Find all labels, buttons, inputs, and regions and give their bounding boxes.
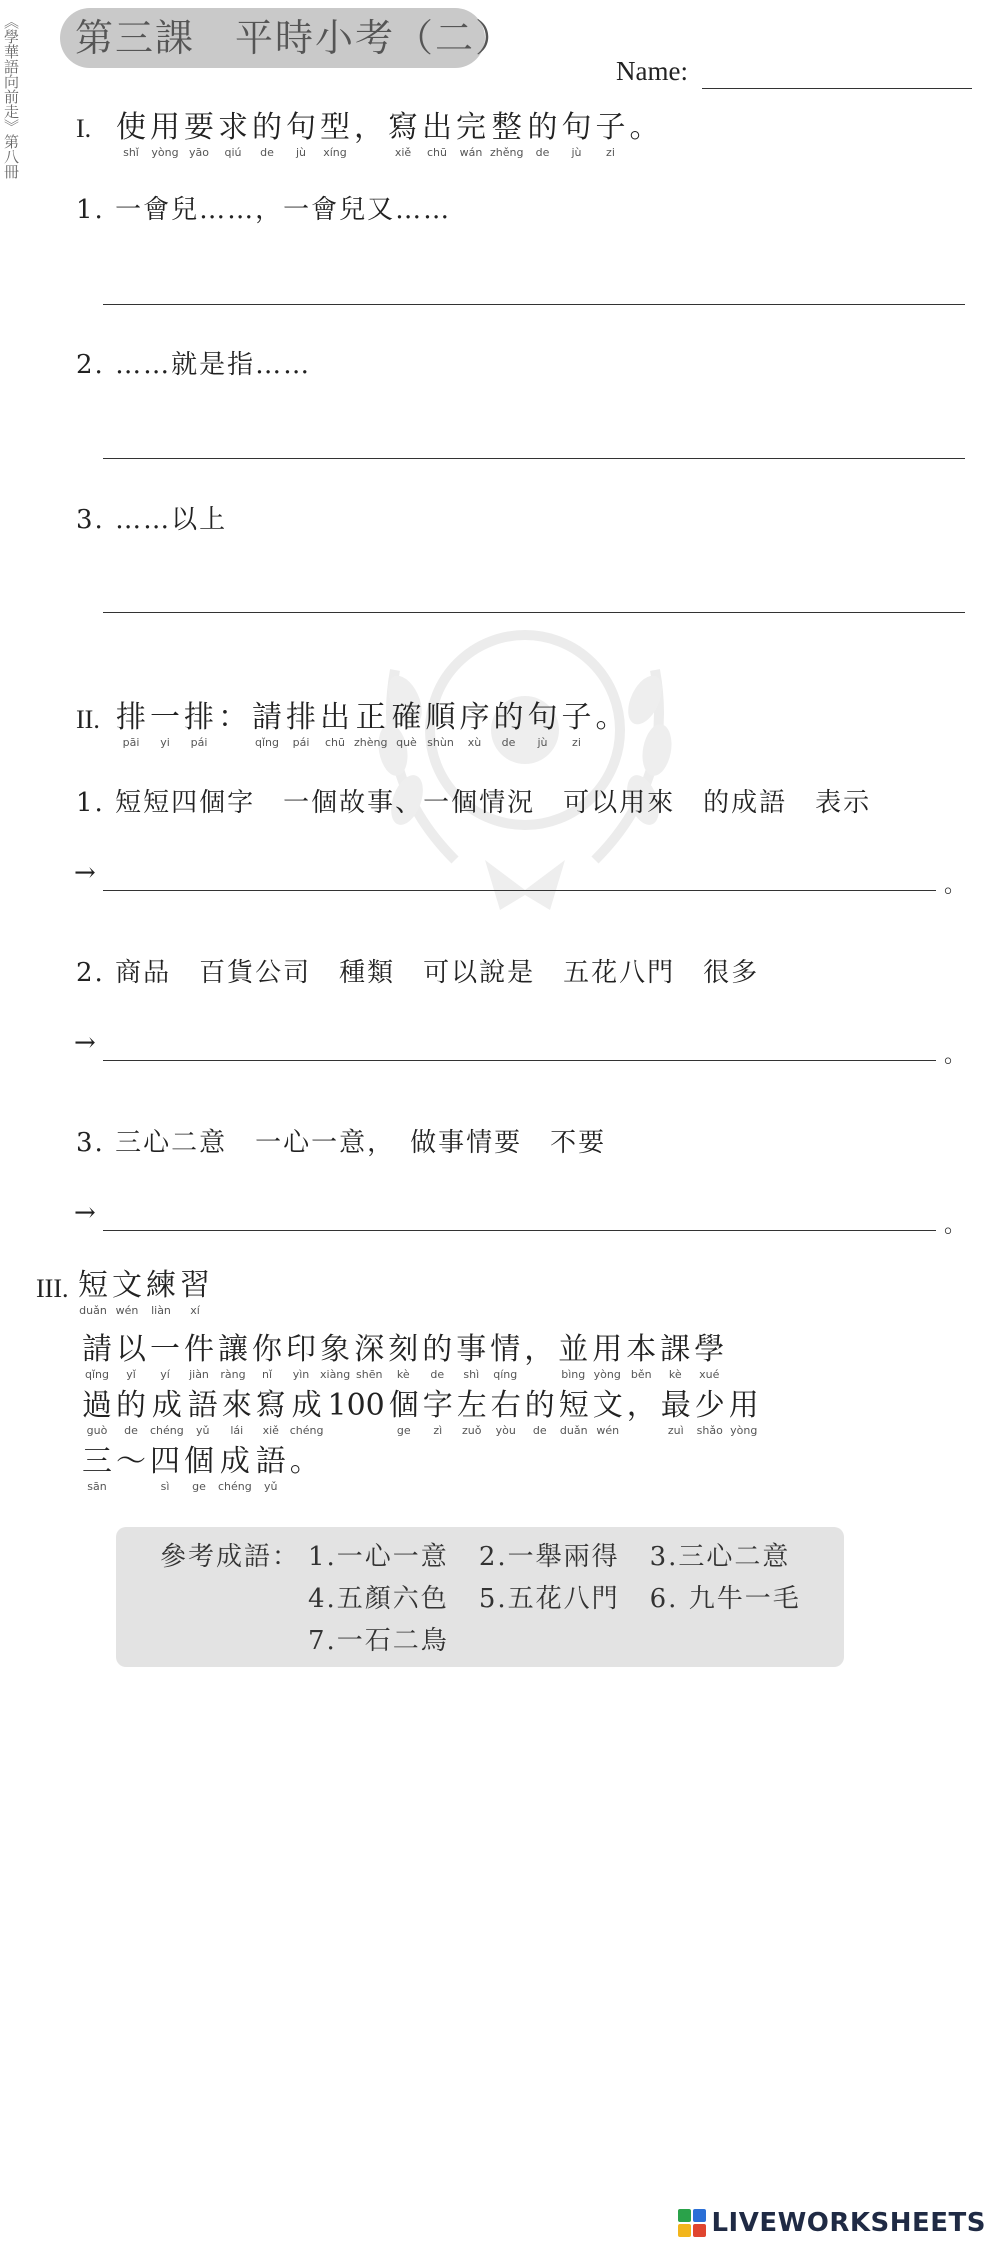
ruby-char xyxy=(78,1268,108,1318)
ruby-char xyxy=(150,1444,180,1494)
ruby-char xyxy=(286,700,316,750)
pinyin: xiàng xyxy=(320,1368,351,1381)
hanzi: 短 xyxy=(558,1388,589,1423)
ruby-char xyxy=(150,110,180,160)
pinyin: de xyxy=(501,736,516,749)
pinyin: pái xyxy=(190,736,208,749)
pinyin: kè xyxy=(668,1368,682,1381)
hanzi: 要 xyxy=(184,110,214,145)
hanzi: 成 xyxy=(219,1444,250,1479)
pinyin: duǎn xyxy=(79,1304,107,1317)
ruby-char xyxy=(320,700,350,750)
hanzi: 排 xyxy=(184,700,214,735)
pinyin: yòng xyxy=(730,1424,758,1437)
hanzi: 的 xyxy=(527,110,558,145)
hanzi: 情 xyxy=(490,1332,521,1367)
ruby-char xyxy=(150,700,180,750)
hanzi: 學 xyxy=(694,1332,725,1367)
ruby-char xyxy=(218,700,248,736)
ruby-char xyxy=(626,1332,656,1382)
ruby-char xyxy=(354,110,384,146)
hanzi: 序 xyxy=(459,700,490,735)
s1-answer-line-1[interactable] xyxy=(103,304,965,305)
hanzi: ， xyxy=(626,1388,657,1423)
hanzi: 的 xyxy=(493,700,524,735)
ruby-char xyxy=(456,110,486,160)
pinyin: liàn xyxy=(151,1304,171,1317)
page-title: 第三課 平時小考（二） xyxy=(75,16,516,60)
ruby-char xyxy=(561,110,591,160)
hanzi: 100 xyxy=(327,1388,385,1423)
hanzi: 右 xyxy=(490,1388,521,1423)
ruby-char xyxy=(595,700,625,736)
hanzi: 短 xyxy=(78,1268,108,1303)
ruby-char xyxy=(184,110,214,160)
pinyin: shùn xyxy=(427,736,454,749)
section3-heading xyxy=(78,1268,214,1318)
pinyin: chū xyxy=(325,736,345,749)
ruby-char xyxy=(388,110,418,160)
ruby-char xyxy=(729,1388,759,1438)
pinyin: wén xyxy=(596,1424,620,1437)
hanzi: 少 xyxy=(694,1388,725,1423)
ruby-char xyxy=(491,1388,521,1438)
pinyin: chéng xyxy=(289,1424,324,1437)
pinyin: shǐ xyxy=(123,146,139,159)
pinyin: sān xyxy=(87,1480,107,1493)
pinyin: de xyxy=(535,146,550,159)
pinyin: zuì xyxy=(667,1424,684,1437)
hanzi: 事 xyxy=(456,1332,487,1367)
pinyin: xíng xyxy=(323,146,347,159)
section3-body-line-3 xyxy=(82,1444,324,1494)
hanzi: 左 xyxy=(456,1388,487,1423)
pinyin: yòu xyxy=(495,1424,516,1437)
hanzi: 子 xyxy=(561,700,592,735)
pinyin: yǔ xyxy=(196,1424,210,1437)
s2-period-2: 。 xyxy=(944,1043,967,1068)
pinyin: xí xyxy=(190,1304,200,1317)
hanzi: 文 xyxy=(112,1268,142,1303)
reference-row-3: 7.一石二鳥 xyxy=(308,1626,449,1656)
pinyin: de xyxy=(124,1424,138,1437)
ruby-char xyxy=(184,700,214,750)
pinyin: jù xyxy=(571,146,582,159)
ruby-char xyxy=(595,110,625,160)
hanzi: 寫 xyxy=(388,110,418,145)
pinyin: jù xyxy=(295,146,307,159)
pinyin: yìn xyxy=(292,1368,310,1381)
hanzi: ～ xyxy=(116,1444,146,1479)
hanzi: 型 xyxy=(320,110,350,145)
hanzi: 本 xyxy=(626,1332,657,1367)
hanzi: 排 xyxy=(286,700,316,735)
ruby-char xyxy=(459,700,489,750)
ruby-char xyxy=(252,700,282,750)
ruby-char xyxy=(290,1388,324,1438)
hanzi: 用 xyxy=(150,110,180,145)
hanzi: 一 xyxy=(150,700,180,735)
hanzi: 象 xyxy=(320,1332,351,1367)
ruby-char xyxy=(558,1332,588,1382)
pinyin: duǎn xyxy=(559,1424,588,1437)
ruby-char xyxy=(456,1332,486,1382)
watermark-emblem-icon xyxy=(335,560,715,940)
hanzi: 印 xyxy=(286,1332,316,1367)
ruby-char xyxy=(252,110,282,160)
pinyin: shì xyxy=(463,1368,480,1381)
pinyin: shǎo xyxy=(696,1424,723,1437)
ruby-char xyxy=(457,1388,487,1438)
s2-arrow-3: → xyxy=(74,1198,96,1228)
ruby-char xyxy=(389,1388,419,1438)
pinyin: yòng xyxy=(593,1368,621,1381)
ruby-char xyxy=(527,110,557,160)
ruby-char xyxy=(320,110,350,160)
hanzi: 成 xyxy=(151,1388,182,1423)
ruby-char xyxy=(391,700,421,750)
hanzi: 。 xyxy=(629,110,660,145)
s1-question-3: 3. ……以上 xyxy=(76,505,228,535)
hanzi: 句 xyxy=(561,110,592,145)
hanzi: 確 xyxy=(391,700,422,735)
s1-question-1: 1. 一會兒……，一會兒又…… xyxy=(76,195,452,225)
pinyin: de xyxy=(260,146,274,159)
hanzi: 寫 xyxy=(255,1388,286,1423)
pinyin: xué xyxy=(699,1368,720,1381)
ruby-char xyxy=(354,1332,384,1382)
ruby-char xyxy=(218,1332,248,1382)
hanzi: 。 xyxy=(289,1444,320,1479)
hanzi: ， xyxy=(524,1332,555,1367)
hanzi: 句 xyxy=(527,700,558,735)
pinyin: de xyxy=(532,1424,547,1437)
section2-label: II. xyxy=(76,705,100,734)
ruby-char xyxy=(116,700,146,750)
ruby-char xyxy=(423,1388,453,1438)
hanzi: 用 xyxy=(728,1388,759,1423)
pinyin: wán xyxy=(459,146,483,159)
ruby-char xyxy=(490,1332,520,1382)
hanzi: 語 xyxy=(255,1444,286,1479)
hanzi: 文 xyxy=(592,1388,623,1423)
pinyin: yí xyxy=(160,1368,170,1381)
pinyin: yòng xyxy=(151,146,179,159)
section3-label: III. xyxy=(36,1274,69,1303)
ruby-char xyxy=(218,110,248,160)
pinyin: bìng xyxy=(561,1368,586,1381)
pinyin: kè xyxy=(396,1368,410,1381)
hanzi: 排 xyxy=(116,700,146,735)
hanzi: 一 xyxy=(150,1332,180,1367)
liveworksheets-logo xyxy=(677,2205,986,2241)
s2-question-2: 2. 商品 百貨公司 種類 可以說是 五花八門 很多 xyxy=(76,958,760,988)
pinyin: ge xyxy=(192,1480,206,1493)
pinyin: ràng xyxy=(220,1368,246,1381)
section1-label: I. xyxy=(76,114,92,143)
ruby-char xyxy=(328,1388,385,1424)
ruby-char xyxy=(629,110,659,146)
hanzi: 使 xyxy=(116,110,146,145)
hanzi: 習 xyxy=(180,1268,210,1303)
ruby-char xyxy=(422,1332,452,1382)
ruby-char xyxy=(425,700,455,750)
hanzi: 用 xyxy=(592,1332,623,1367)
pinyin: yǐ xyxy=(126,1368,136,1381)
hanzi: 過 xyxy=(82,1388,112,1423)
pinyin: zi xyxy=(572,736,581,749)
pinyin: yǔ xyxy=(264,1480,278,1493)
ruby-char xyxy=(286,1332,316,1382)
pinyin: pái xyxy=(292,736,310,749)
ruby-char xyxy=(559,1388,589,1438)
pinyin: xiě xyxy=(262,1424,279,1437)
pinyin: què xyxy=(396,736,417,749)
ruby-char xyxy=(188,1388,218,1438)
pinyin: chéng xyxy=(150,1424,184,1437)
hanzi: ： xyxy=(218,700,248,735)
ruby-char xyxy=(256,1388,286,1438)
hanzi: 字 xyxy=(422,1388,453,1423)
hanzi: 三 xyxy=(82,1444,112,1479)
section2-instruction xyxy=(116,700,629,750)
hanzi: 正 xyxy=(355,700,386,735)
ruby-char xyxy=(82,1444,112,1494)
s2-answer-line-3[interactable] xyxy=(103,1230,936,1231)
ruby-char xyxy=(422,110,452,160)
s2-period-1: 。 xyxy=(944,873,967,898)
ruby-char xyxy=(116,110,146,160)
ruby-char xyxy=(286,110,316,160)
s1-question-2: 2. ……就是指…… xyxy=(76,350,312,380)
reference-row-1: 1.一心一意 2.一舉兩得 3.三心二意 xyxy=(308,1542,791,1572)
hanzi: 以 xyxy=(116,1332,146,1367)
reference-row-2: 4.五顏六色 5.五花八門 6. 九牛一毛 xyxy=(308,1584,801,1614)
ruby-char xyxy=(561,700,591,750)
ruby-char xyxy=(184,1332,214,1382)
ruby-char xyxy=(354,700,387,750)
pinyin: nǐ xyxy=(261,1368,273,1381)
s2-answer-line-2[interactable] xyxy=(103,1060,936,1061)
hanzi: 順 xyxy=(425,700,456,735)
section3-body-line-2 xyxy=(82,1388,763,1438)
ruby-char xyxy=(388,1332,418,1382)
hanzi: 的 xyxy=(252,110,282,145)
hanzi: 句 xyxy=(286,110,316,145)
hanzi: 子 xyxy=(595,110,626,145)
hanzi: 四 xyxy=(150,1444,180,1479)
hanzi: 深 xyxy=(354,1332,385,1367)
pinyin: zhèng xyxy=(354,736,388,749)
ruby-char xyxy=(592,1332,622,1382)
pinyin: qiú xyxy=(224,146,242,159)
hanzi: 完 xyxy=(456,110,486,145)
s1-answer-line-3[interactable] xyxy=(103,612,965,613)
hanzi: 你 xyxy=(252,1332,282,1367)
ruby-char xyxy=(661,1388,691,1438)
hanzi: 。 xyxy=(595,700,626,735)
hanzi: 刻 xyxy=(388,1332,419,1367)
pinyin: xiě xyxy=(394,146,412,159)
pinyin: jiàn xyxy=(189,1368,209,1381)
ruby-char xyxy=(627,1388,657,1424)
hanzi: 求 xyxy=(218,110,248,145)
name-label: Name: xyxy=(616,56,688,86)
hanzi: 整 xyxy=(491,110,522,145)
ruby-char xyxy=(694,1332,724,1382)
pinyin: pāi xyxy=(122,736,140,749)
pinyin: shēn xyxy=(356,1368,383,1381)
pinyin: chéng xyxy=(218,1480,252,1493)
s2-question-3: 3. 三心二意 一心一意， 做事情要 不要 xyxy=(76,1128,607,1158)
ruby-char xyxy=(116,1332,146,1382)
s2-arrow-1: → xyxy=(74,858,96,888)
pinyin: de xyxy=(430,1368,445,1381)
pinyin: zuǒ xyxy=(462,1424,482,1437)
pinyin: xù xyxy=(467,736,482,749)
hanzi: 成 xyxy=(291,1388,322,1423)
pinyin: yi xyxy=(160,736,170,749)
pinyin: wén xyxy=(115,1304,139,1317)
hanzi: 練 xyxy=(146,1268,176,1303)
hanzi: 請 xyxy=(252,700,282,735)
ruby-char xyxy=(695,1388,725,1438)
liveworksheets-logo-icon xyxy=(677,2208,707,2238)
ruby-char xyxy=(290,1444,320,1480)
hanzi: ， xyxy=(354,110,384,145)
hanzi: 請 xyxy=(82,1332,112,1367)
s2-answer-line-1[interactable] xyxy=(103,890,936,891)
pinyin: lái xyxy=(230,1424,244,1437)
pinyin: chū xyxy=(427,146,447,159)
ruby-char xyxy=(524,1332,554,1368)
reference-label: 參考成語： xyxy=(160,1542,301,1572)
hanzi: 件 xyxy=(184,1332,214,1367)
hanzi: 個 xyxy=(184,1444,214,1479)
side-caption: 《學華語向前走》第八冊 xyxy=(2,14,20,179)
hanzi: 出 xyxy=(422,110,452,145)
ruby-char xyxy=(82,1388,112,1438)
ruby-char xyxy=(256,1444,286,1494)
hanzi: 最 xyxy=(660,1388,691,1423)
ruby-char xyxy=(116,1388,146,1438)
ruby-char xyxy=(660,1332,690,1382)
logo-text: LIVEWORKSHEETS xyxy=(711,2208,986,2238)
s1-answer-line-2[interactable] xyxy=(103,458,965,459)
pinyin: běn xyxy=(630,1368,652,1381)
ruby-char xyxy=(525,1388,555,1438)
section3-body-line-1 xyxy=(82,1332,728,1382)
pinyin: ge xyxy=(396,1424,411,1437)
pinyin: sì xyxy=(160,1480,170,1493)
pinyin: qǐng xyxy=(255,736,279,749)
ruby-char xyxy=(146,1268,176,1318)
hanzi: 出 xyxy=(320,700,350,735)
s2-arrow-2: → xyxy=(74,1028,96,1058)
ruby-char xyxy=(252,1332,282,1382)
ruby-char xyxy=(184,1444,214,1494)
hanzi: 讓 xyxy=(218,1332,248,1367)
hanzi: 並 xyxy=(558,1332,589,1367)
hanzi: 的 xyxy=(524,1388,555,1423)
ruby-char xyxy=(218,1444,252,1494)
hanzi: 的 xyxy=(116,1388,146,1423)
name-input-line[interactable] xyxy=(702,88,972,89)
pinyin: qíng xyxy=(493,1368,518,1381)
ruby-char xyxy=(112,1268,142,1318)
ruby-char xyxy=(150,1388,184,1438)
ruby-char xyxy=(82,1332,112,1382)
pinyin: zi xyxy=(606,146,615,159)
pinyin: guò xyxy=(86,1424,108,1437)
hanzi: 來 xyxy=(221,1388,252,1423)
ruby-char xyxy=(320,1332,350,1382)
s2-period-3: 。 xyxy=(944,1213,967,1238)
pinyin: qǐng xyxy=(85,1368,109,1381)
pinyin: zì xyxy=(433,1424,443,1437)
ruby-char xyxy=(493,700,523,750)
ruby-char xyxy=(116,1444,146,1480)
hanzi: 語 xyxy=(187,1388,218,1423)
ruby-char xyxy=(222,1388,252,1438)
ruby-char xyxy=(490,110,523,160)
s2-question-1: 1. 短短四個字 一個故事、一個情況 可以用來 的成語 表示 xyxy=(76,788,872,818)
pinyin: zhěng xyxy=(490,146,524,159)
ruby-char xyxy=(593,1388,623,1438)
pinyin: jù xyxy=(537,736,548,749)
ruby-char xyxy=(180,1268,210,1318)
section1-instruction xyxy=(116,110,663,160)
hanzi: 的 xyxy=(422,1332,453,1367)
ruby-char xyxy=(527,700,557,750)
ruby-char xyxy=(150,1332,180,1382)
pinyin: yāo xyxy=(189,146,209,159)
hanzi: 個 xyxy=(388,1388,419,1423)
hanzi: 課 xyxy=(660,1332,691,1367)
